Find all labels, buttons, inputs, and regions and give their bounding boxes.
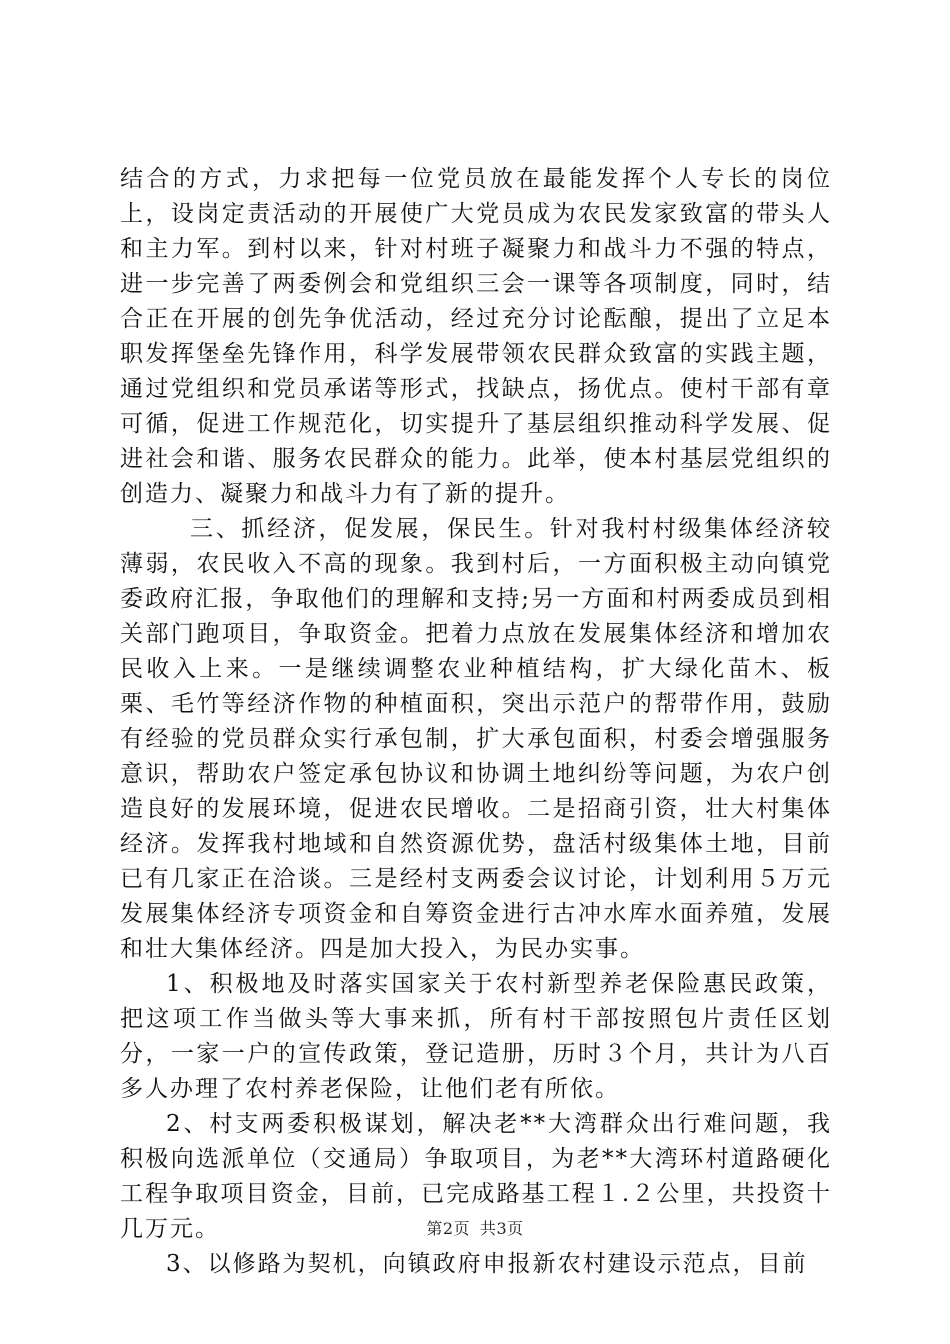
paragraph-party-building: 结合的方式，力求把每一位党员放在最能发挥个人专长的岗位上，设岗定责活动的开展使广大党员成为农民发家致富的带头人和主力军。到村以来，针对村班子凝聚力和战斗力不强的特点，进一步完善了两委例会和党组织三会一课等各项制度，同时，结合正在开展的创先争优活动，经过充分讨论酝酿，提出了立足本职发挥堡垒先锋作用，科学发展带领农民群众致富的实践主题，通过党组织和党员承诺等形式，找缺点，扬优点。使村干部有章可循，促进工作规范化，切实提升了基层组织推动科学发展、促进社会和谐、服务农民群众的能力。此举，使本村基层党组织的创造力、凝聚力和战斗力有了新的提升。 <box>120 166 832 507</box>
paragraph-item-2-road: 2、村支两委积极谋划，解决老**大湾群众出行难问题，我积极向选派单位（交通局）争取项目，为老**大湾环村道路硬化工程争取项目资金，目前，已完成路基工程１.２公里，共投资十几万元。 <box>120 1111 832 1242</box>
page-total: 共3页 <box>480 1219 524 1238</box>
paragraph-item-1-pension: 1、积极地及时落实国家关于农村新型养老保险惠民政策，把这项工作当做头等大事来抓，所有村干部按照包片责任区划分，一家一户的宣传政策，登记造册，历时３个月，共计为八百多人办理了农村养老保险，让他们老有所依。 <box>120 971 832 1102</box>
paragraph-economy-section: 三、抓经济，促发展，保民生。针对我村村级集体经济较薄弱，农民收入不高的现象。我到村后，一方面积极主动向镇党委政府汇报，争取他们的理解和支持;另一方面和村两委成员到相关部门跑项目，争取资金。把着力点放在发展集体经济和增加农民收入上来。一是继续调整农业种植结构，扩大绿化苗木、板栗、毛竹等经济作物的种植面积，突出示范户的帮带作用，鼓励有经验的党员群众实行承包制，扩大承包面积，村委会增强服务意识，帮助农户签定承包协议和协调土地纠纷等问题，为农户创造良好的发展环境，促进农民增收。二是招商引资，壮大村集体经济。发挥我村地域和自然资源优势，盘活村级集体土地，目前已有几家正在洽谈。三是经村支两委会议讨论，计划利用５万元发展集体经济专项资金和自筹资金进行古冲水库水面养殖，发展和壮大集体经济。四是加大投入，为民办实事。 <box>120 516 832 962</box>
paragraph-item-3-demonstration: 3、以修路为契机，向镇政府申报新农村建设示范点，目前 <box>166 1251 808 1277</box>
document-body <box>120 162 832 1282</box>
page-number: 第2页 <box>426 1219 470 1238</box>
page-footer <box>0 1216 950 1239</box>
